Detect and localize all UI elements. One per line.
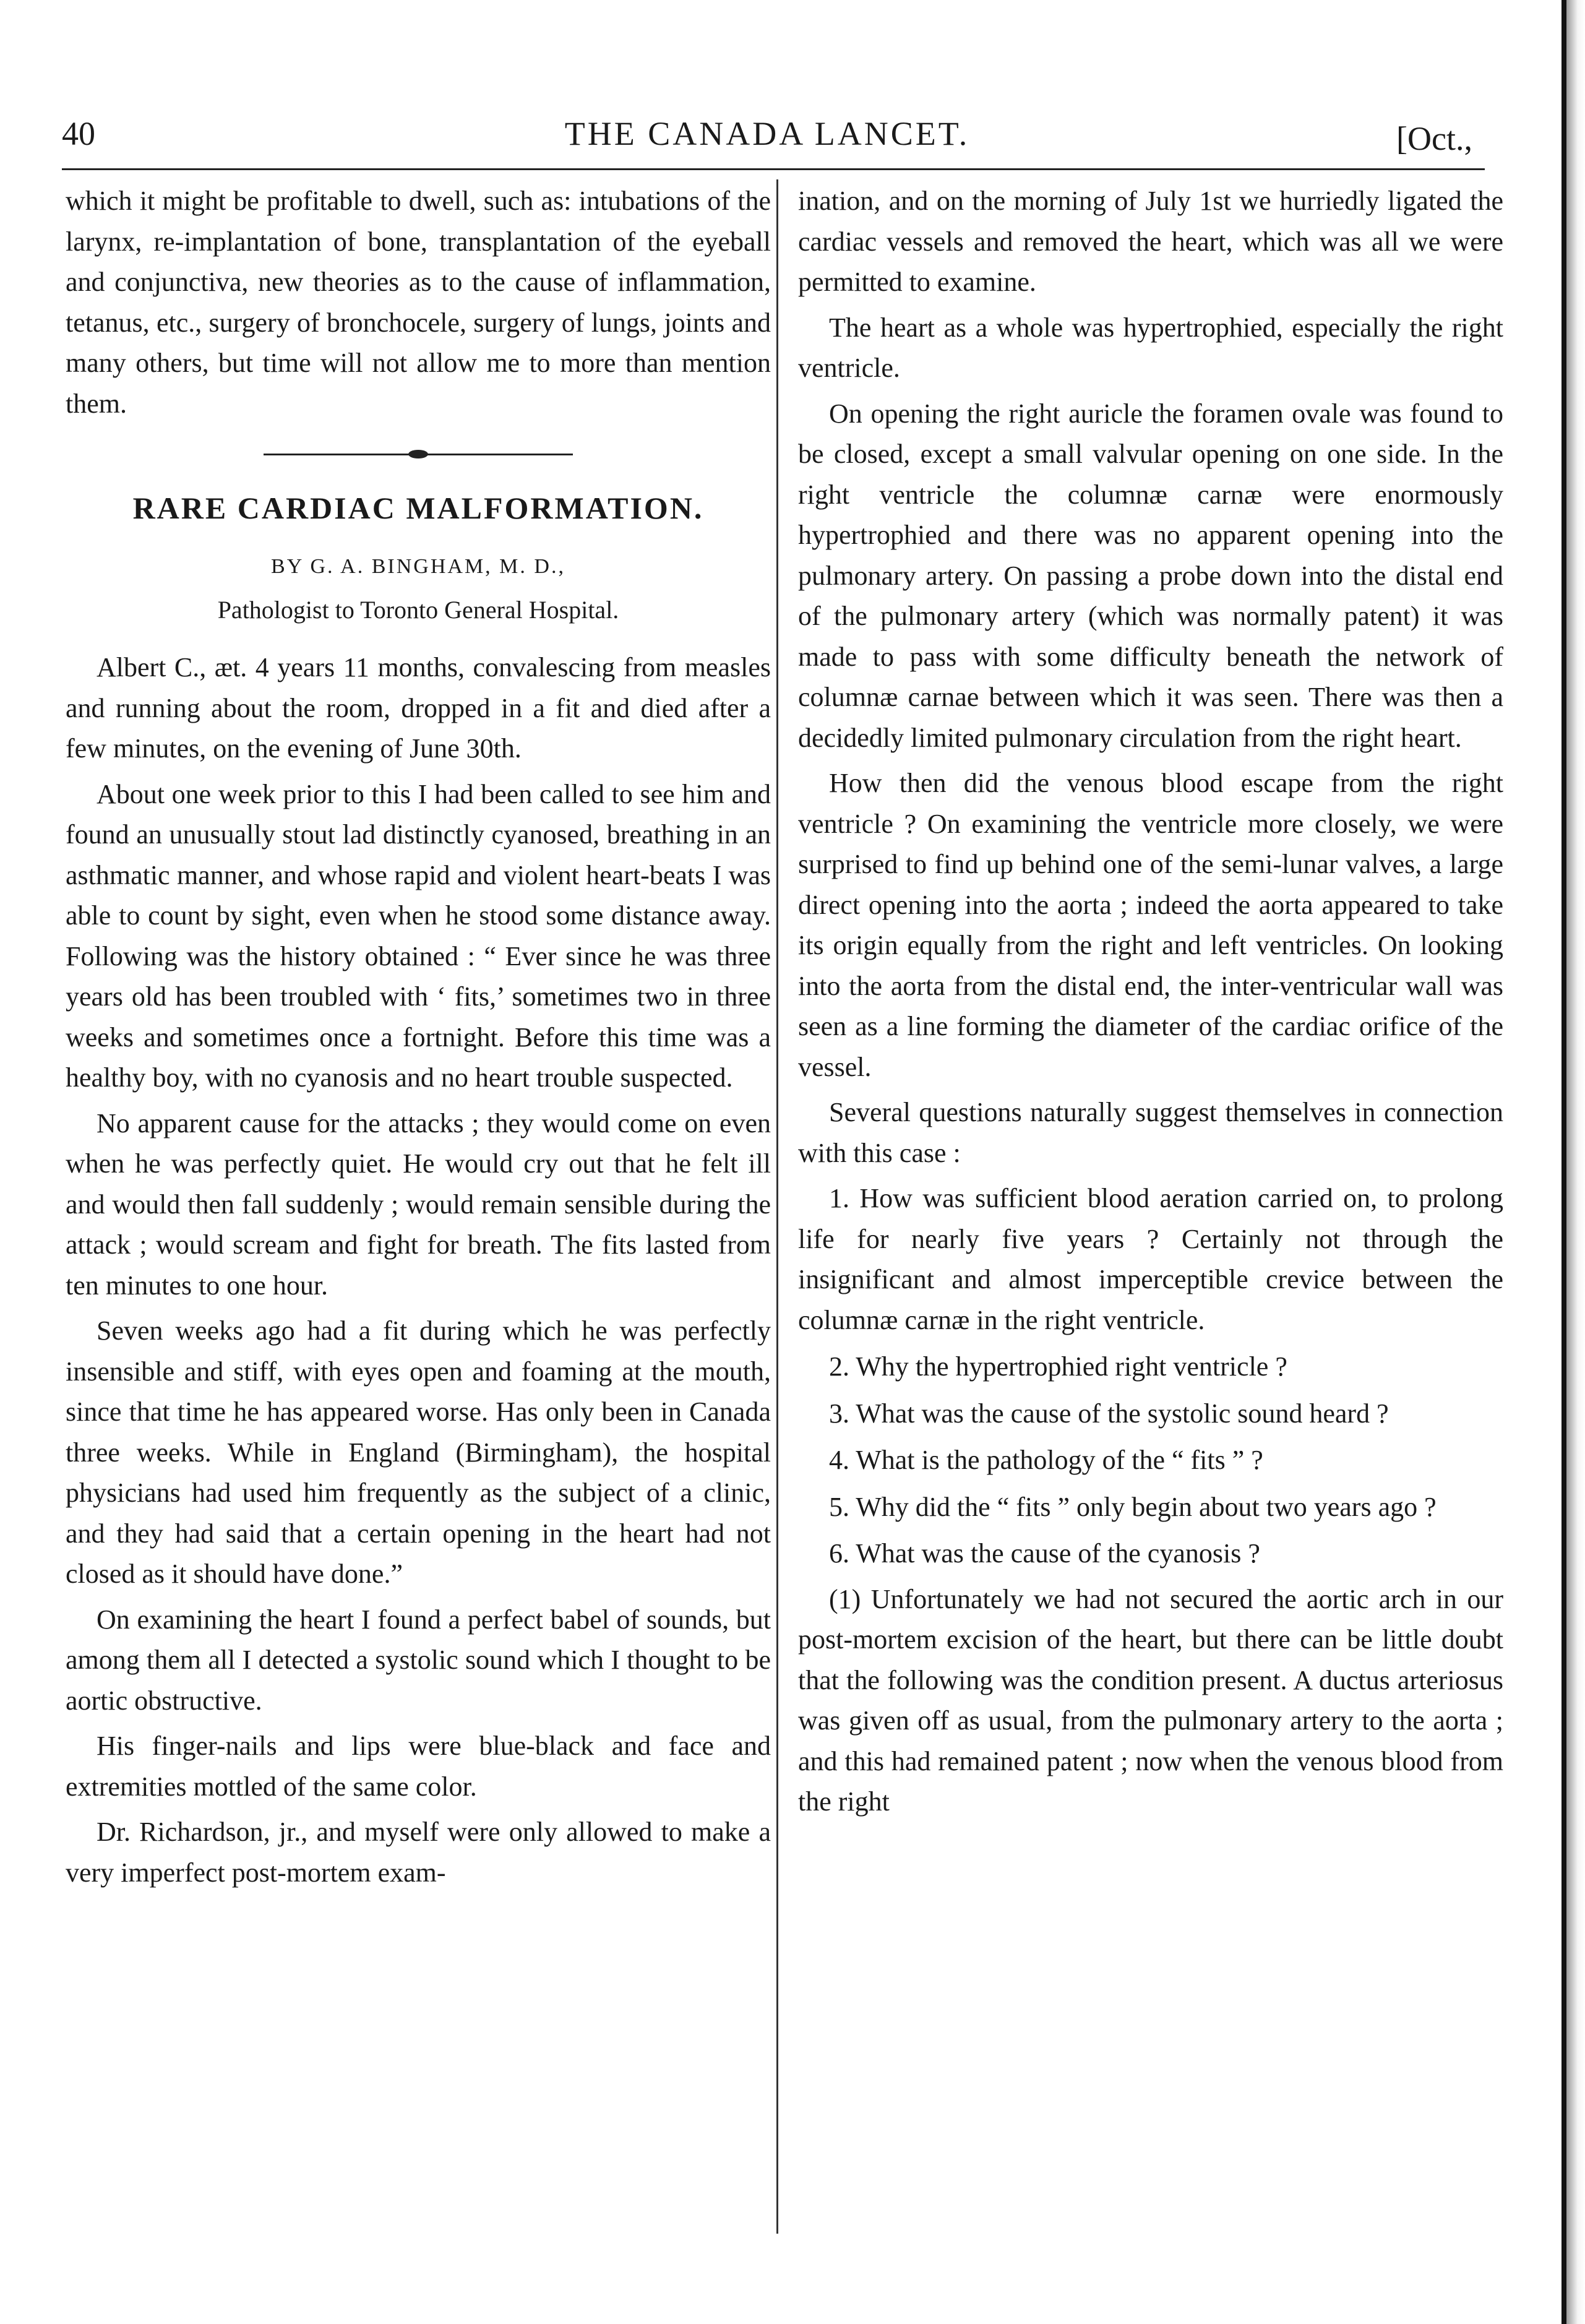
section-ornament-rule xyxy=(264,454,573,455)
page-binding-edge xyxy=(1561,0,1566,2324)
body-paragraph: (1) Unfortunately we had not secured the aortic arch in our post-mortem excision of the heart, but there can be little doubt that the following was the condition present. A ductus arteriosus was given off as usual, from the pulmonary artery to the aorta ; and this had remained patent ; now when the venous blood from the right xyxy=(798,1583,1503,1817)
running-head xyxy=(62,114,1472,158)
body-paragraph: Albert C., æt. 4 years 11 months, convalescing from measles and running about the room, dropped in a fit and died after a few minutes, on the evening of June 30th. xyxy=(66,652,771,764)
issue-month: [Oct., xyxy=(1396,120,1472,157)
continued-paragraph: which it might be profitable to dwell, such as: intubations of the larynx, re-implantation of bone, transplantation of the eyeball and conjunctiva, new theories as to the cause of inflammation, tetanus, etc., surgery of bronchocele, surgery of lungs, joints and many others, but time will not allow me to more than mention them. xyxy=(66,186,771,419)
body-paragraph: The heart as a whole was hypertrophied, especially the right ventricle. xyxy=(798,312,1503,383)
question-item: 1. How was sufficient blood aeration carried on, to prolong life for nearly five years ? Certainly not through the insignificant and almost imperceptible crevice between the columnæ carnæ in the right ventricle. xyxy=(798,1183,1503,1335)
right-column xyxy=(798,181,1503,1822)
question-item: 3. What was the cause of the systolic sound heard ? xyxy=(829,1398,1389,1429)
body-paragraph: Seven weeks ago had a fit during which he was perfectly insensible and stiff, with eyes open and foaming at the mouth, since that time he has appeared worse. Has only been in Canada three weeks. While in England (Birmingham), the hospital physicians had used him frequently as the subject of a clinic, and they had said that a certain opening in the heart had not closed as it should have done.” xyxy=(66,1315,771,1589)
continued-paragraph: ination, and on the morning of July 1st we hurriedly ligated the cardiac vessels and removed the heart, which was all we were permitted to examine. xyxy=(798,186,1503,297)
body-paragraph: On opening the right auricle the foramen ovale was found to be closed, except a small valvular opening on one side. In the right ventricle the columnæ carnæ were enormously hypertrophied and there was no apparent opening into the pulmonary artery. On passing a probe down into the distal end of the pulmonary artery (which was normally patent) it was made to pass with some difficulty beneath the network of columnæ carnae between which it was seen. There was then a decidedly limited pulmonary circulation from the right heart. xyxy=(798,398,1503,753)
question-item: 5. Why did the “ fits ” only begin about two years ago ? xyxy=(829,1491,1437,1522)
question-item: 2. Why the hypertrophied right ventricle ? xyxy=(829,1351,1287,1382)
body-paragraph: About one week prior to this I had been called to see him and found an unusually stout lad distinctly cyanosed, breathing in an asthmatic manner, and whose rapid and violent heart-beats I was able to count by sight, even when he stood some distance away. Following was the history obtained : “ Ever since he was three years old has been troubled with ‘ fits,’ sometimes two in three weeks and sometimes once a fortnight. Before this time was a healthy boy, with no cyanosis and no heart trouble suspected. xyxy=(66,778,771,1093)
page-number: 40 xyxy=(62,115,95,152)
page-edge-shadow xyxy=(1566,0,1585,2324)
author-affiliation: Pathologist to Toronto General Hospital. xyxy=(217,596,619,624)
question-item: 4. What is the pathology of the “ fits ” ? xyxy=(829,1445,1263,1475)
left-column xyxy=(66,181,771,1893)
article-title: RARE CARDIAC MALFORMATION. xyxy=(132,491,704,525)
body-paragraph: No apparent cause for the attacks ; they would come on even when he was perfectly quiet. He would cry out that he felt ill and would then fall suddenly ; would remain sensible during the attack ; would scream and fight for breath. The fits lasted from ten minutes to one hour. xyxy=(66,1108,771,1301)
column-divider xyxy=(776,179,778,2234)
article-byline: BY G. A. BINGHAM, M. D., xyxy=(271,555,565,578)
body-paragraph: How then did the venous blood escape from the right ventricle ? On examining the ventricle more closely, we were surprised to find up behind one of the semi-lunar valves, a large direct opening into the aorta ; indeed the aorta appeared to take its origin equally from the right and left ventricles. On looking into the aorta from the distal end, the inter-ventricular wall was seen as a line forming the diameter of the cardiac orifice of the vessel. xyxy=(798,768,1503,1082)
body-paragraph: Several questions naturally suggest themselves in connection with this case : xyxy=(798,1097,1503,1168)
body-paragraph: On examining the heart I found a perfect babel of sounds, but among them all I detected a systolic sound which I thought to be aortic obstructive. xyxy=(66,1604,771,1716)
body-paragraph: His finger-nails and lips were blue-black and face and extremities mottled of the same color. xyxy=(66,1731,771,1802)
question-item: 6. What was the cause of the cyanosis ? xyxy=(829,1538,1260,1569)
journal-title: THE CANADA LANCET. xyxy=(564,115,970,152)
body-paragraph: Dr. Richardson, jr., and myself were only allowed to make a very imperfect post-mortem exam- xyxy=(66,1817,771,1888)
header-rule xyxy=(62,168,1485,170)
